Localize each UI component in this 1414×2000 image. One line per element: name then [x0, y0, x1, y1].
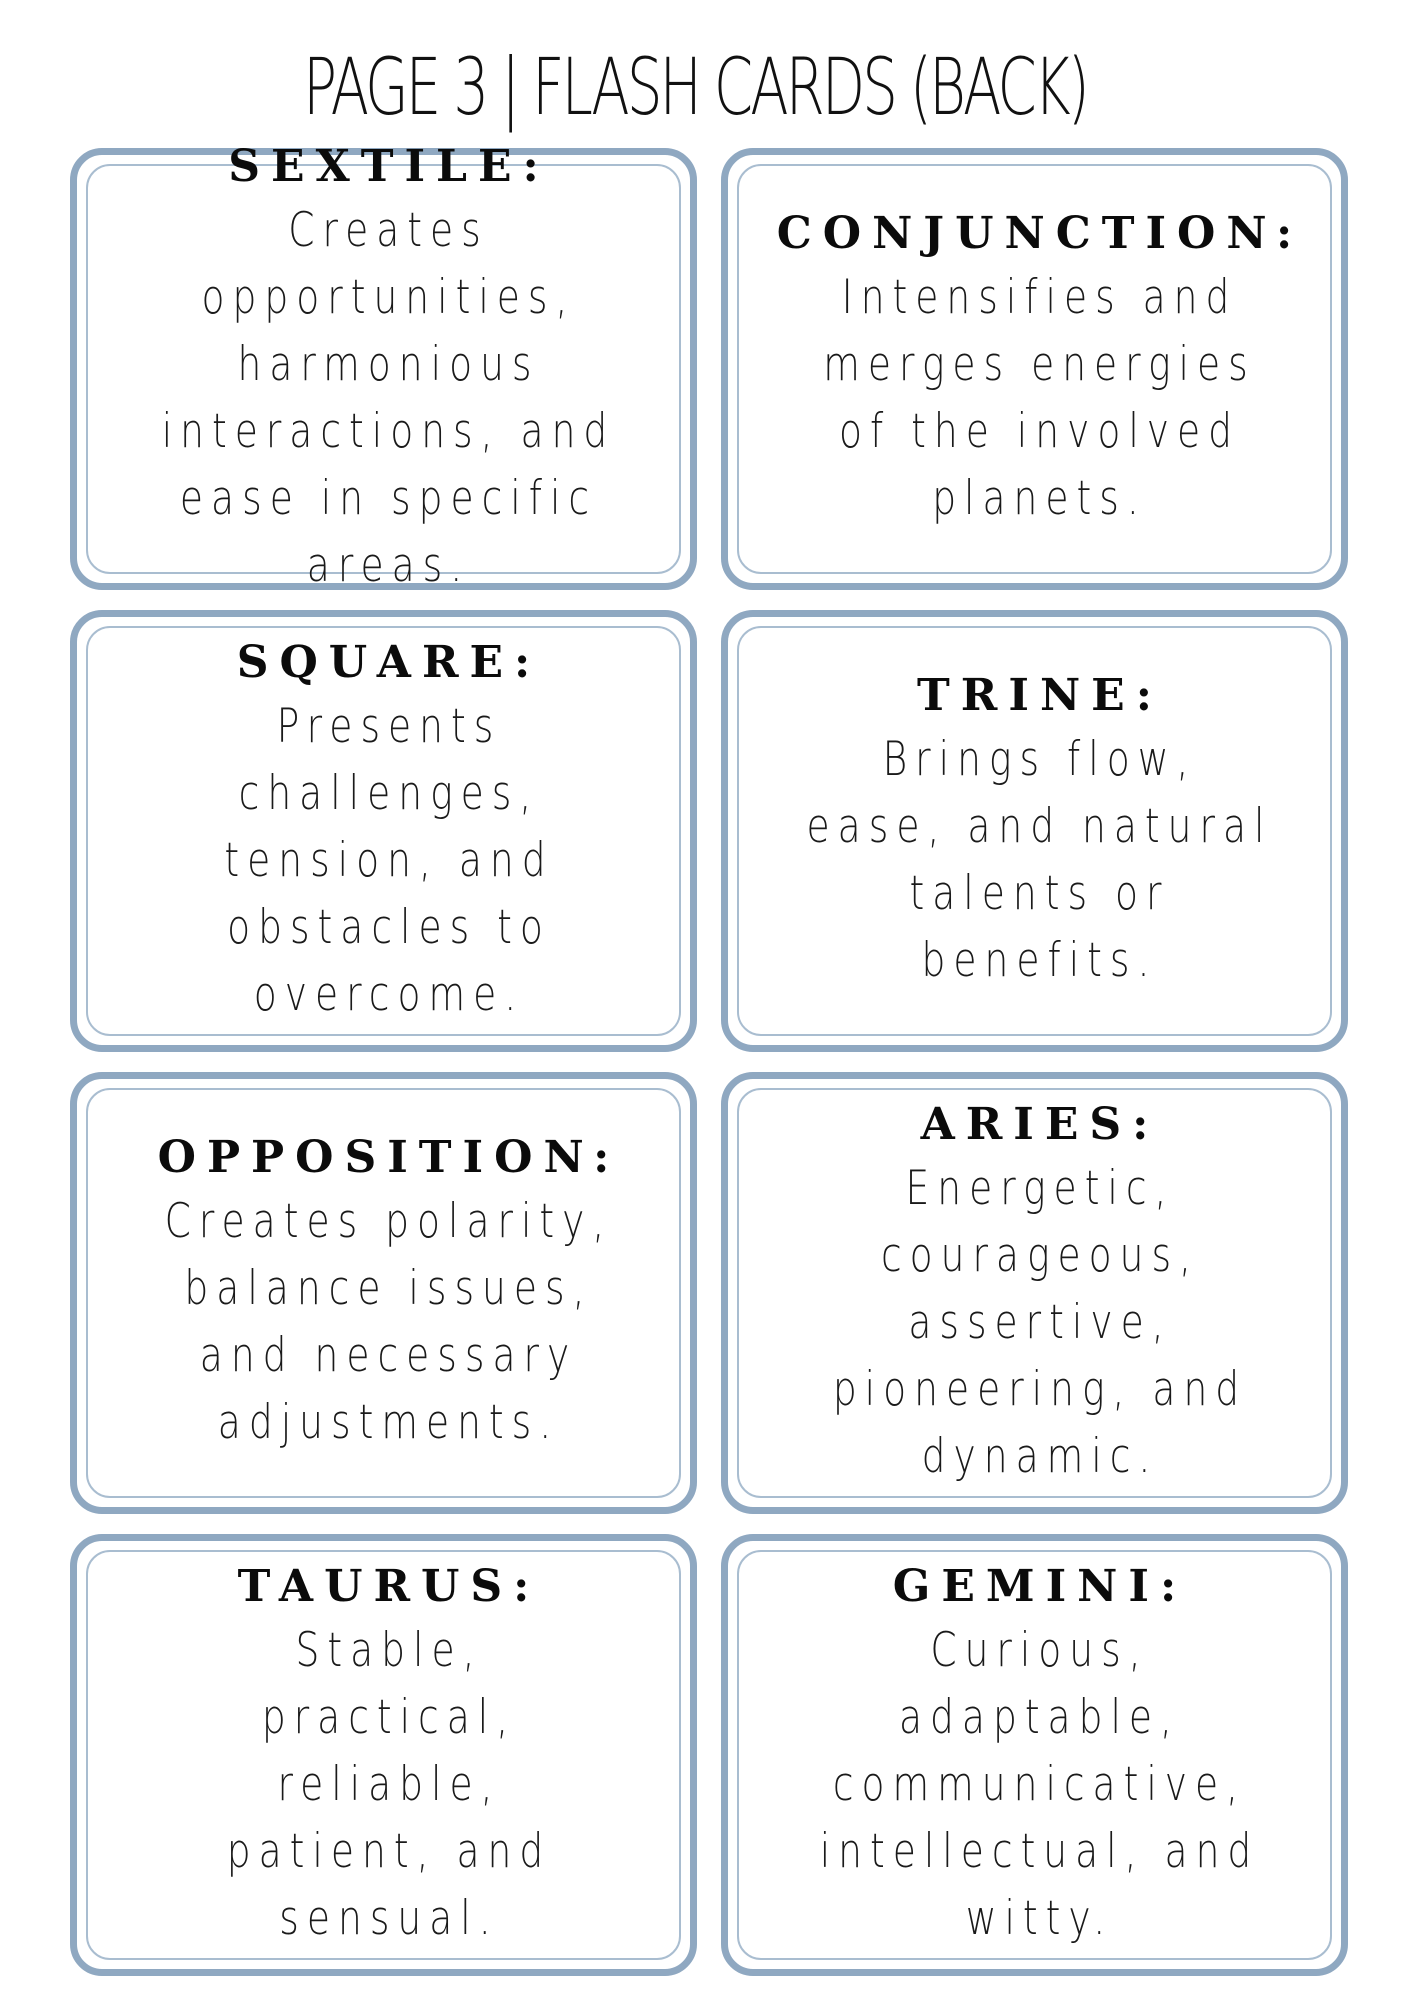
- card-title: CONJUNCTION:: [776, 208, 1304, 259]
- flash-card-taurus: [70, 1534, 697, 1976]
- flash-card-square: [70, 610, 697, 1052]
- card-text: Brings flow, ease, and natural talents or benefits.: [806, 732, 1273, 988]
- flash-card-opposition: [70, 1072, 697, 1514]
- card-title: SEXTILE:: [228, 141, 550, 192]
- flash-card-sextile: [70, 141, 697, 593]
- card-inner-frame: [86, 626, 681, 1036]
- flash-card-aries: [721, 1072, 1348, 1514]
- card-text: Stable, practical, reliable, patient, and sensual.: [226, 1622, 551, 1946]
- card-text: Creates polarity, balance issues, and necessary adjustments.: [164, 1194, 613, 1450]
- flash-card-conjunction: [721, 148, 1348, 590]
- card-inner-frame: [737, 626, 1332, 1036]
- card-inner-frame: [86, 141, 681, 593]
- card-inner-frame: [737, 1088, 1332, 1498]
- flash-card-grid: [70, 141, 1348, 1976]
- card-inner-frame: [86, 1088, 681, 1498]
- card-inner-frame: [737, 1550, 1332, 1960]
- page-title: PAGE 3 | FLASH CARDS (BACK): [303, 43, 1087, 133]
- card-text: Curious, adaptable, communicative, intellectual, and witty.: [819, 1622, 1260, 1946]
- card-title: GEMINI:: [892, 1560, 1188, 1612]
- card-inner-frame: [86, 1550, 681, 1960]
- card-text: Energetic, courageous, assertive, pioneering, and dynamic.: [832, 1160, 1247, 1484]
- flash-card-gemini: [721, 1534, 1348, 1976]
- card-title: ARIES:: [920, 1098, 1160, 1150]
- card-text: Presents challenges, tension, and obstacles to overcome.: [223, 698, 554, 1022]
- card-title: SQUARE:: [236, 636, 542, 688]
- card-title: OPPOSITION:: [157, 1132, 621, 1183]
- card-inner-frame: [737, 164, 1332, 574]
- card-text: Intensifies and merges energies of the involved planets.: [823, 270, 1256, 526]
- card-text: Creates opportunities, harmonious interactions, and ease in specific areas.: [161, 203, 616, 593]
- flash-card-trine: [721, 610, 1348, 1052]
- card-title: TRINE:: [917, 670, 1163, 721]
- card-title: TAURUS:: [237, 1560, 541, 1612]
